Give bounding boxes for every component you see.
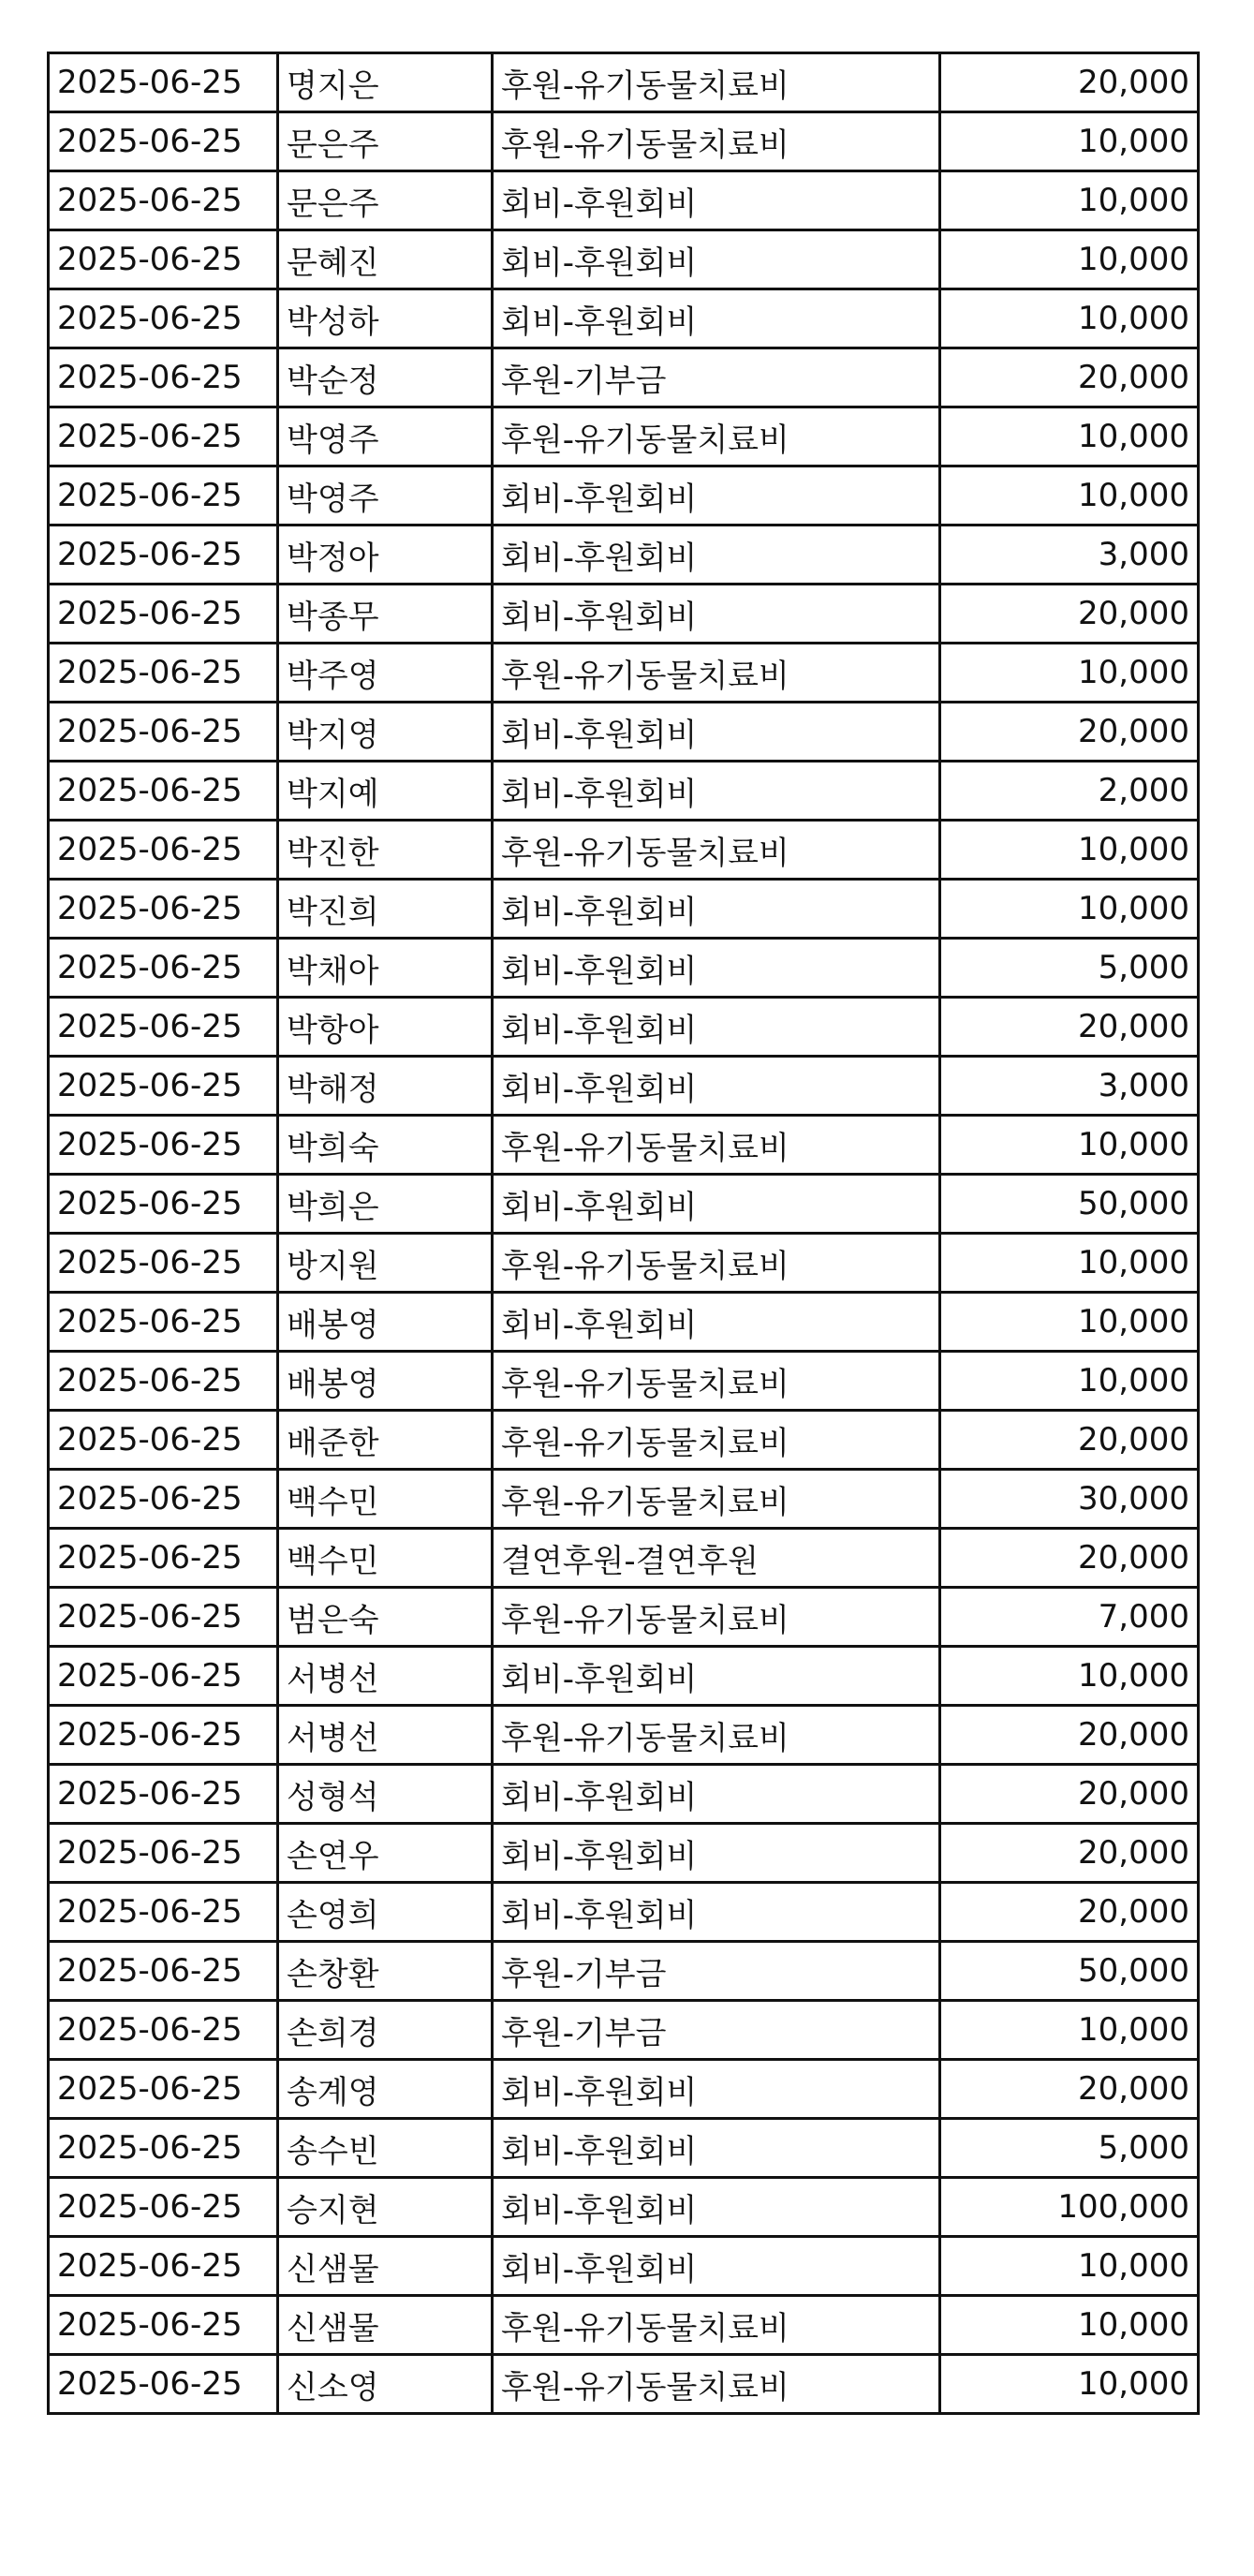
date-cell: 2025-06-25 — [49, 703, 278, 762]
date-cell: 2025-06-25 — [49, 1529, 278, 1588]
date-cell: 2025-06-25 — [49, 171, 278, 230]
table-row — [49, 466, 1199, 526]
donation-type-cell: 후원-유기동물치료비 — [493, 1116, 940, 1175]
date-cell: 2025-06-25 — [49, 1647, 278, 1706]
donation-type-cell: 회비-후원회비 — [493, 2178, 940, 2237]
amount-cell: 10,000 — [940, 2355, 1199, 2414]
table-row — [49, 939, 1199, 998]
ledger-body — [49, 53, 1199, 2414]
donor-name-cell: 손연우 — [278, 1824, 493, 1883]
donation-type-cell: 후원-유기동물치료비 — [493, 2296, 940, 2355]
table-row — [49, 2001, 1199, 2060]
donor-name-cell: 박주영 — [278, 644, 493, 703]
donation-type-cell: 회비-후원회비 — [493, 585, 940, 644]
donation-type-cell: 회비-후원회비 — [493, 762, 940, 821]
donor-name-cell: 박지영 — [278, 703, 493, 762]
amount-cell: 10,000 — [940, 171, 1199, 230]
date-cell: 2025-06-25 — [49, 407, 278, 466]
donation-type-cell: 후원-기부금 — [493, 1942, 940, 2001]
amount-cell: 10,000 — [940, 1116, 1199, 1175]
donation-type-cell: 회비-후원회비 — [493, 703, 940, 762]
date-cell: 2025-06-25 — [49, 998, 278, 1057]
donation-type-cell: 회비-후원회비 — [493, 230, 940, 289]
donor-name-cell: 박순정 — [278, 348, 493, 407]
table-row — [49, 2355, 1199, 2414]
date-cell: 2025-06-25 — [49, 1588, 278, 1647]
amount-cell: 20,000 — [940, 1529, 1199, 1588]
amount-cell: 10,000 — [940, 112, 1199, 171]
donation-type-cell: 회비-후원회비 — [493, 1175, 940, 1234]
amount-cell: 5,000 — [940, 2119, 1199, 2178]
donor-name-cell: 송수빈 — [278, 2119, 493, 2178]
table-row — [49, 1706, 1199, 1765]
donor-name-cell: 신샘물 — [278, 2296, 493, 2355]
donor-name-cell: 박지예 — [278, 762, 493, 821]
donor-name-cell: 신샘물 — [278, 2237, 493, 2296]
date-cell: 2025-06-25 — [49, 1352, 278, 1411]
table-row — [49, 1647, 1199, 1706]
donor-name-cell: 범은숙 — [278, 1588, 493, 1647]
donation-type-cell: 후원-기부금 — [493, 2001, 940, 2060]
donation-type-cell: 회비-후원회비 — [493, 289, 940, 348]
amount-cell: 50,000 — [940, 1175, 1199, 1234]
amount-cell: 30,000 — [940, 1470, 1199, 1529]
donation-type-cell: 회비-후원회비 — [493, 1057, 940, 1116]
date-cell: 2025-06-25 — [49, 1293, 278, 1352]
donation-type-cell: 회비-후원회비 — [493, 998, 940, 1057]
amount-cell: 20,000 — [940, 1411, 1199, 1470]
donation-type-cell: 회비-후원회비 — [493, 526, 940, 585]
date-cell: 2025-06-25 — [49, 53, 278, 112]
donation-type-cell: 후원-유기동물치료비 — [493, 821, 940, 880]
date-cell: 2025-06-25 — [49, 2119, 278, 2178]
donation-type-cell: 회비-후원회비 — [493, 466, 940, 526]
date-cell: 2025-06-25 — [49, 880, 278, 939]
date-cell: 2025-06-25 — [49, 1824, 278, 1883]
donation-type-cell: 후원-기부금 — [493, 348, 940, 407]
table-row — [49, 1588, 1199, 1647]
amount-cell: 7,000 — [940, 1588, 1199, 1647]
donation-type-cell: 후원-유기동물치료비 — [493, 1588, 940, 1647]
donor-name-cell: 서병선 — [278, 1706, 493, 1765]
date-cell: 2025-06-25 — [49, 2355, 278, 2414]
donor-name-cell: 백수민 — [278, 1470, 493, 1529]
donor-name-cell: 손영희 — [278, 1883, 493, 1942]
donation-type-cell: 회비-후원회비 — [493, 1765, 940, 1824]
donor-name-cell: 명지은 — [278, 53, 493, 112]
donation-type-cell: 후원-유기동물치료비 — [493, 112, 940, 171]
date-cell: 2025-06-25 — [49, 230, 278, 289]
donation-type-cell: 회비-후원회비 — [493, 171, 940, 230]
donation-ledger-table — [47, 52, 1200, 2415]
date-cell: 2025-06-25 — [49, 1706, 278, 1765]
amount-cell: 10,000 — [940, 407, 1199, 466]
table-row — [49, 2119, 1199, 2178]
amount-cell: 10,000 — [940, 1647, 1199, 1706]
table-row — [49, 644, 1199, 703]
amount-cell: 20,000 — [940, 1883, 1199, 1942]
donation-type-cell: 회비-후원회비 — [493, 2119, 940, 2178]
amount-cell: 10,000 — [940, 880, 1199, 939]
date-cell: 2025-06-25 — [49, 644, 278, 703]
amount-cell: 10,000 — [940, 289, 1199, 348]
table-row — [49, 1529, 1199, 1588]
table-row — [49, 2237, 1199, 2296]
date-cell: 2025-06-25 — [49, 466, 278, 526]
amount-cell: 20,000 — [940, 703, 1199, 762]
table-row — [49, 821, 1199, 880]
amount-cell: 3,000 — [940, 526, 1199, 585]
donor-name-cell: 방지원 — [278, 1234, 493, 1293]
donation-type-cell: 후원-유기동물치료비 — [493, 1706, 940, 1765]
table-row — [49, 1234, 1199, 1293]
table-row — [49, 289, 1199, 348]
donation-type-cell: 후원-유기동물치료비 — [493, 644, 940, 703]
date-cell: 2025-06-25 — [49, 1765, 278, 1824]
amount-cell: 20,000 — [940, 1824, 1199, 1883]
donor-name-cell: 박종무 — [278, 585, 493, 644]
amount-cell: 10,000 — [940, 644, 1199, 703]
amount-cell: 10,000 — [940, 2237, 1199, 2296]
table-row — [49, 348, 1199, 407]
date-cell: 2025-06-25 — [49, 2001, 278, 2060]
amount-cell: 10,000 — [940, 230, 1199, 289]
amount-cell: 2,000 — [940, 762, 1199, 821]
date-cell: 2025-06-25 — [49, 1883, 278, 1942]
donation-type-cell: 회비-후원회비 — [493, 2237, 940, 2296]
amount-cell: 50,000 — [940, 1942, 1199, 2001]
table-row — [49, 171, 1199, 230]
donor-name-cell: 배봉영 — [278, 1293, 493, 1352]
table-row — [49, 2178, 1199, 2237]
amount-cell: 20,000 — [940, 53, 1199, 112]
donor-name-cell: 신소영 — [278, 2355, 493, 2414]
amount-cell: 20,000 — [940, 1706, 1199, 1765]
donor-name-cell: 박채아 — [278, 939, 493, 998]
amount-cell: 20,000 — [940, 2060, 1199, 2119]
date-cell: 2025-06-25 — [49, 1057, 278, 1116]
table-row — [49, 1470, 1199, 1529]
donor-name-cell: 박정아 — [278, 526, 493, 585]
donor-name-cell: 배봉영 — [278, 1352, 493, 1411]
donation-type-cell: 회비-후원회비 — [493, 1824, 940, 1883]
table-row — [49, 1293, 1199, 1352]
date-cell: 2025-06-25 — [49, 1175, 278, 1234]
table-row — [49, 407, 1199, 466]
donation-type-cell: 회비-후원회비 — [493, 1883, 940, 1942]
amount-cell: 10,000 — [940, 2001, 1199, 2060]
donor-name-cell: 박해정 — [278, 1057, 493, 1116]
donor-name-cell: 송계영 — [278, 2060, 493, 2119]
table-row — [49, 1116, 1199, 1175]
amount-cell: 100,000 — [940, 2178, 1199, 2237]
table-row — [49, 880, 1199, 939]
table-row — [49, 703, 1199, 762]
donor-name-cell: 박성하 — [278, 289, 493, 348]
date-cell: 2025-06-25 — [49, 289, 278, 348]
donor-name-cell: 박영주 — [278, 407, 493, 466]
date-cell: 2025-06-25 — [49, 112, 278, 171]
date-cell: 2025-06-25 — [49, 1116, 278, 1175]
table-row — [49, 112, 1199, 171]
donor-name-cell: 박영주 — [278, 466, 493, 526]
donor-name-cell: 문혜진 — [278, 230, 493, 289]
amount-cell: 10,000 — [940, 1293, 1199, 1352]
donor-name-cell: 백수민 — [278, 1529, 493, 1588]
donor-name-cell: 손창환 — [278, 1942, 493, 2001]
date-cell: 2025-06-25 — [49, 2178, 278, 2237]
donor-name-cell: 손희경 — [278, 2001, 493, 2060]
donation-type-cell: 후원-유기동물치료비 — [493, 407, 940, 466]
table-row — [49, 53, 1199, 112]
table-row — [49, 1824, 1199, 1883]
amount-cell: 10,000 — [940, 1234, 1199, 1293]
donor-name-cell: 성형석 — [278, 1765, 493, 1824]
donation-type-cell: 회비-후원회비 — [493, 1647, 940, 1706]
amount-cell: 5,000 — [940, 939, 1199, 998]
donation-type-cell: 회비-후원회비 — [493, 880, 940, 939]
donor-name-cell: 박항아 — [278, 998, 493, 1057]
donation-type-cell: 후원-유기동물치료비 — [493, 1352, 940, 1411]
table-row — [49, 998, 1199, 1057]
amount-cell: 10,000 — [940, 821, 1199, 880]
donor-name-cell: 박진한 — [278, 821, 493, 880]
date-cell: 2025-06-25 — [49, 821, 278, 880]
donation-type-cell: 후원-유기동물치료비 — [493, 2355, 940, 2414]
date-cell: 2025-06-25 — [49, 1470, 278, 1529]
donation-type-cell: 회비-후원회비 — [493, 939, 940, 998]
table-row — [49, 1352, 1199, 1411]
table-row — [49, 762, 1199, 821]
amount-cell: 10,000 — [940, 1352, 1199, 1411]
table-row — [49, 1175, 1199, 1234]
table-row — [49, 1765, 1199, 1824]
donation-type-cell: 후원-유기동물치료비 — [493, 1234, 940, 1293]
donation-type-cell: 후원-유기동물치료비 — [493, 1470, 940, 1529]
date-cell: 2025-06-25 — [49, 762, 278, 821]
donor-name-cell: 박진희 — [278, 880, 493, 939]
donor-name-cell: 문은주 — [278, 112, 493, 171]
donation-type-cell: 후원-유기동물치료비 — [493, 53, 940, 112]
amount-cell: 20,000 — [940, 998, 1199, 1057]
table-row — [49, 2060, 1199, 2119]
date-cell: 2025-06-25 — [49, 1942, 278, 2001]
amount-cell: 20,000 — [940, 1765, 1199, 1824]
date-cell: 2025-06-25 — [49, 2296, 278, 2355]
table-row — [49, 1057, 1199, 1116]
date-cell: 2025-06-25 — [49, 1234, 278, 1293]
table-row — [49, 1883, 1199, 1942]
table-row — [49, 1942, 1199, 2001]
table-row — [49, 585, 1199, 644]
table-row — [49, 1411, 1199, 1470]
date-cell: 2025-06-25 — [49, 2060, 278, 2119]
donor-name-cell: 박희숙 — [278, 1116, 493, 1175]
donor-name-cell: 서병선 — [278, 1647, 493, 1706]
date-cell: 2025-06-25 — [49, 1411, 278, 1470]
table-row — [49, 526, 1199, 585]
amount-cell: 10,000 — [940, 466, 1199, 526]
date-cell: 2025-06-25 — [49, 2237, 278, 2296]
date-cell: 2025-06-25 — [49, 939, 278, 998]
amount-cell: 20,000 — [940, 585, 1199, 644]
donor-name-cell: 배준한 — [278, 1411, 493, 1470]
amount-cell: 10,000 — [940, 2296, 1199, 2355]
donation-type-cell: 결연후원-결연후원 — [493, 1529, 940, 1588]
donation-type-cell: 회비-후원회비 — [493, 1293, 940, 1352]
table-row — [49, 2296, 1199, 2355]
date-cell: 2025-06-25 — [49, 348, 278, 407]
amount-cell: 3,000 — [940, 1057, 1199, 1116]
donor-name-cell: 박희은 — [278, 1175, 493, 1234]
date-cell: 2025-06-25 — [49, 526, 278, 585]
donation-type-cell: 회비-후원회비 — [493, 2060, 940, 2119]
date-cell: 2025-06-25 — [49, 585, 278, 644]
amount-cell: 20,000 — [940, 348, 1199, 407]
table-row — [49, 230, 1199, 289]
donor-name-cell: 문은주 — [278, 171, 493, 230]
donor-name-cell: 승지현 — [278, 2178, 493, 2237]
donation-type-cell: 후원-유기동물치료비 — [493, 1411, 940, 1470]
